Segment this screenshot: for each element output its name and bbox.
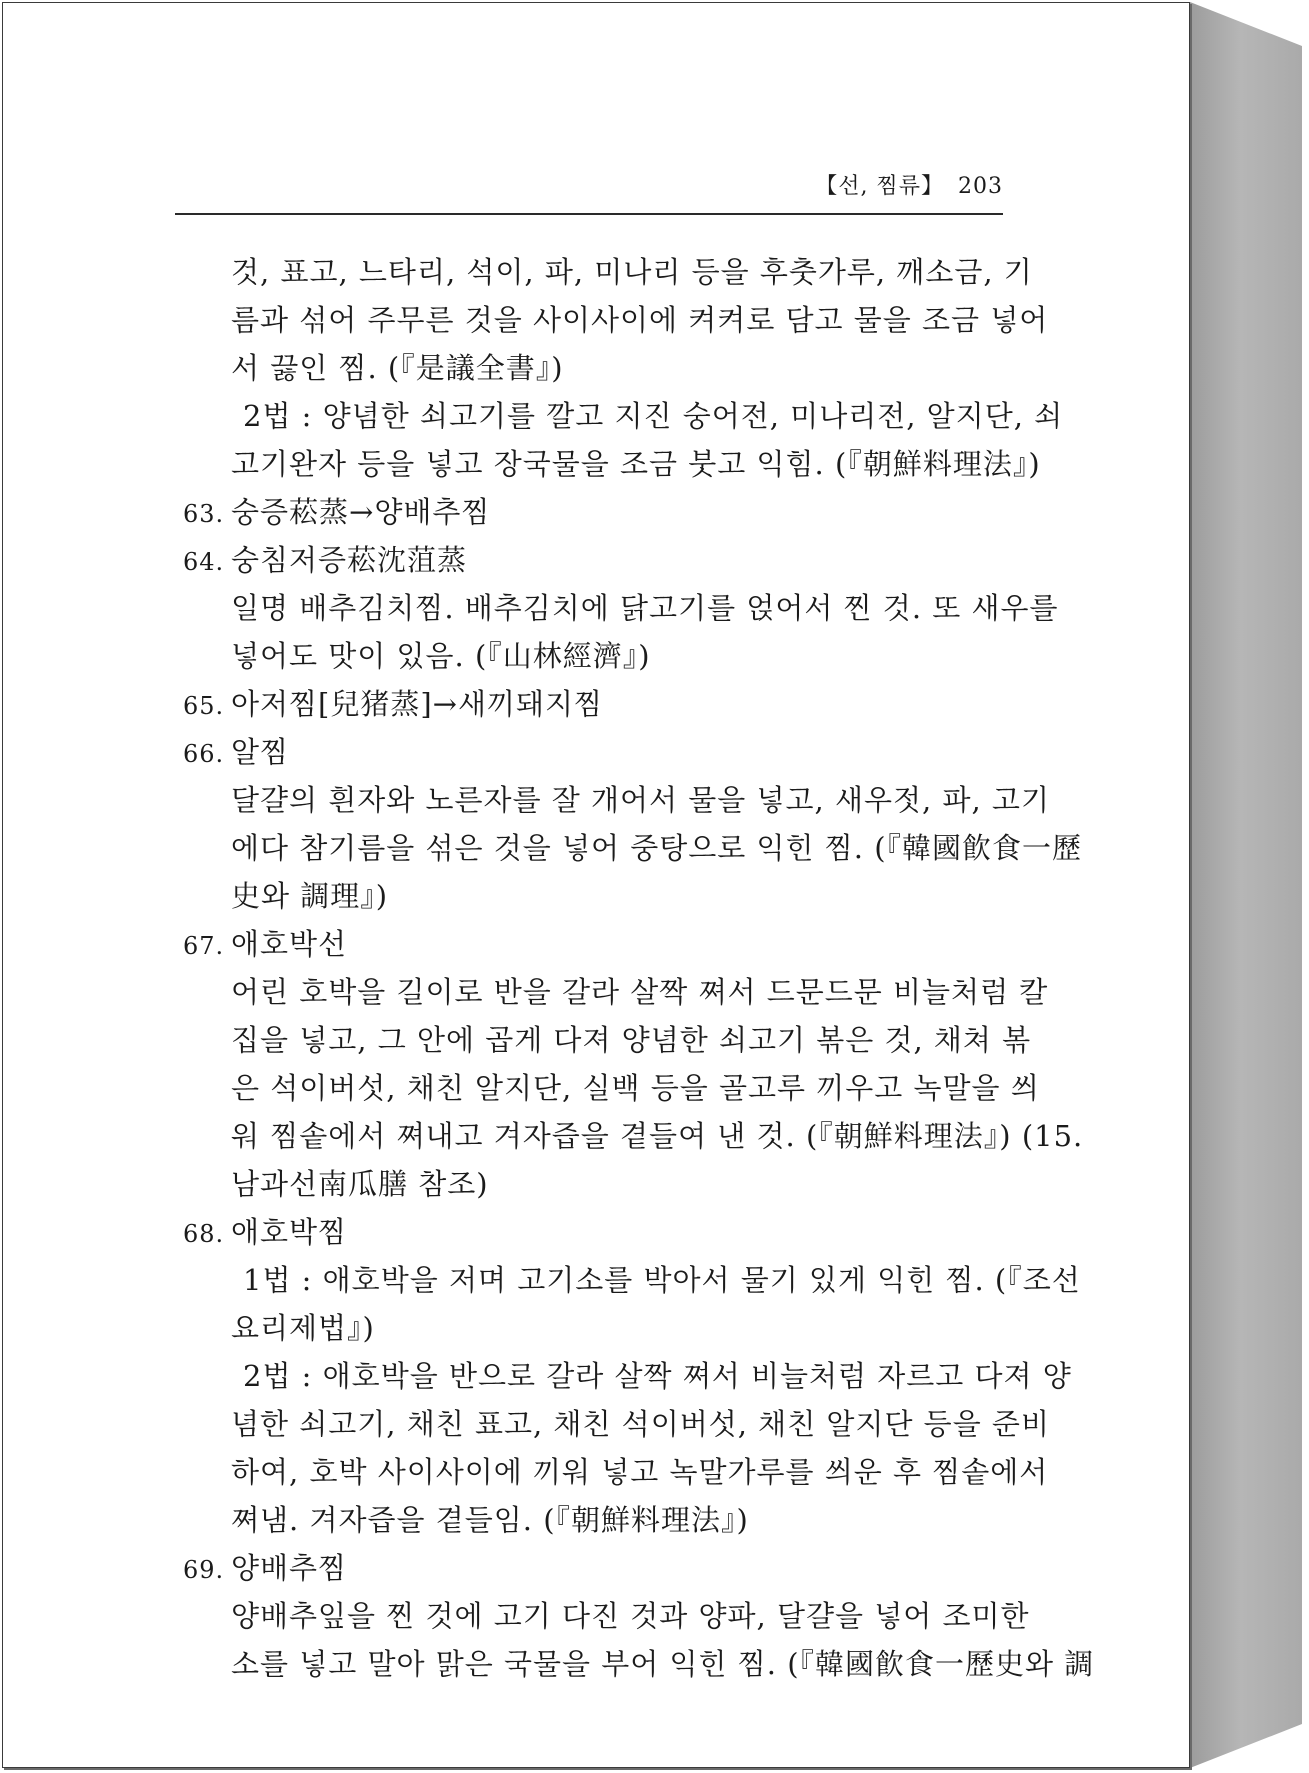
method-text-line: 2법 : 애호박을 반으로 갈라 살짝 쪄서 비늘처럼 자르고 다져 양 xyxy=(243,1359,1072,1393)
entry-title: 양배추찜 xyxy=(231,1551,348,1585)
body-text-line: 일명 배추김치찜. 배추김치에 닭고기를 얹어서 찐 것. 또 새우를 xyxy=(231,591,1059,625)
body-text-line: 양배추잎을 찐 것에 고기 다진 것과 양파, 달걀을 넣어 조미한 xyxy=(231,1599,1030,1633)
entry-number: 67. xyxy=(183,932,225,960)
entry-number: 64. xyxy=(183,548,225,576)
method-text-line: 념한 쇠고기, 채친 표고, 채친 석이버섯, 채친 알지단 등을 준비 xyxy=(231,1407,1050,1441)
entry-title: 애호박선 xyxy=(231,927,348,961)
body-text-line: 서 끓인 찜. (『是議全書』) xyxy=(231,351,564,385)
body-text-line: 史와 調理』) xyxy=(231,879,389,913)
body-text-line: 은 석이버섯, 채친 알지단, 실백 등을 골고루 끼우고 녹말을 씌 xyxy=(231,1071,1040,1105)
entry-title: 아저찜[兒猪蒸]→새끼돼지찜 xyxy=(231,687,604,721)
method-text-line: 하여, 호박 사이사이에 끼워 넣고 녹말가루를 씌운 후 찜솥에서 xyxy=(231,1455,1049,1489)
running-head xyxy=(763,169,1003,200)
entry-number: 65. xyxy=(183,692,225,720)
section-title: 【선, 찜류】 xyxy=(815,174,944,199)
body-text-line: 에다 참기름을 섞은 것을 넣어 중탕으로 익힌 찜. (『韓國飮食一歷 xyxy=(231,831,1083,865)
method-text-line: 쪄냄. 겨자즙을 곁들임. (『朝鮮料理法』) xyxy=(231,1503,749,1537)
body-text-line: 소를 넣고 말아 맑은 국물을 부어 익힌 찜. (『韓國飮食一歷史와 調 xyxy=(231,1647,1095,1681)
entry-title: 숭침저증菘沈菹蒸 xyxy=(231,543,468,577)
body-text-line: 워 찜솥에서 쪄내고 겨자즙을 곁들여 낸 것. (『朝鮮料理法』) (15. xyxy=(231,1119,1084,1153)
page-body xyxy=(183,248,1095,1688)
entry-title: 알찜 xyxy=(231,735,290,769)
entry-heading xyxy=(183,1208,1003,1256)
entry-heading xyxy=(183,1544,1003,1592)
entry-number: 68. xyxy=(183,1220,225,1248)
book-page xyxy=(2,2,1190,1768)
entry-number: 66. xyxy=(183,740,225,768)
entry-heading xyxy=(183,920,1003,968)
entry-heading xyxy=(183,536,1003,584)
body-text-line: 름과 섞어 주무른 것을 사이사이에 켜켜로 담고 물을 조금 넣어 xyxy=(231,303,1049,337)
body-text-line: 넣어도 맛이 있음. (『山林經濟』) xyxy=(231,639,651,673)
entry-number: 69. xyxy=(183,1556,225,1584)
method-text-line: 2법 : 양념한 쇠고기를 깔고 지진 숭어전, 미나리전, 알지단, 쇠 xyxy=(243,399,1064,433)
method-text-line: 요리제법』) xyxy=(231,1311,375,1345)
entry-heading xyxy=(183,680,1003,728)
entry-heading xyxy=(183,728,1003,776)
body-text-line: 어린 호박을 길이로 반을 갈라 살짝 쪄서 드문드문 비늘처럼 칼 xyxy=(231,975,1049,1009)
page-number: 203 xyxy=(958,174,1003,199)
body-text-line: 달걀의 흰자와 노른자를 잘 개어서 물을 넣고, 새우젓, 파, 고기 xyxy=(231,783,1050,817)
book-side-edge xyxy=(1190,2,1302,1768)
body-text-line: 집을 넣고, 그 안에 곱게 다져 양념한 쇠고기 볶은 것, 채쳐 볶 xyxy=(231,1023,1032,1057)
method-text-line: 고기완자 등을 넣고 장국물을 조금 붓고 익힘. (『朝鮮料理法』) xyxy=(231,447,1041,481)
method-text-line: 1법 : 애호박을 저며 고기소를 박아서 물기 있게 익힌 찜. (『조선 xyxy=(243,1263,1081,1297)
entry-title: 숭증菘蒸→양배추찜 xyxy=(231,495,491,529)
body-text-line: 것, 표고, 느타리, 석이, 파, 미나리 등을 후춧가루, 깨소금, 기 xyxy=(231,255,1033,289)
entry-heading xyxy=(183,488,1003,536)
entry-title: 애호박찜 xyxy=(231,1215,348,1249)
entry-number: 63. xyxy=(183,500,225,528)
header-rule xyxy=(175,213,1003,215)
body-text-line: 남과선南瓜膳 참조) xyxy=(231,1167,489,1201)
